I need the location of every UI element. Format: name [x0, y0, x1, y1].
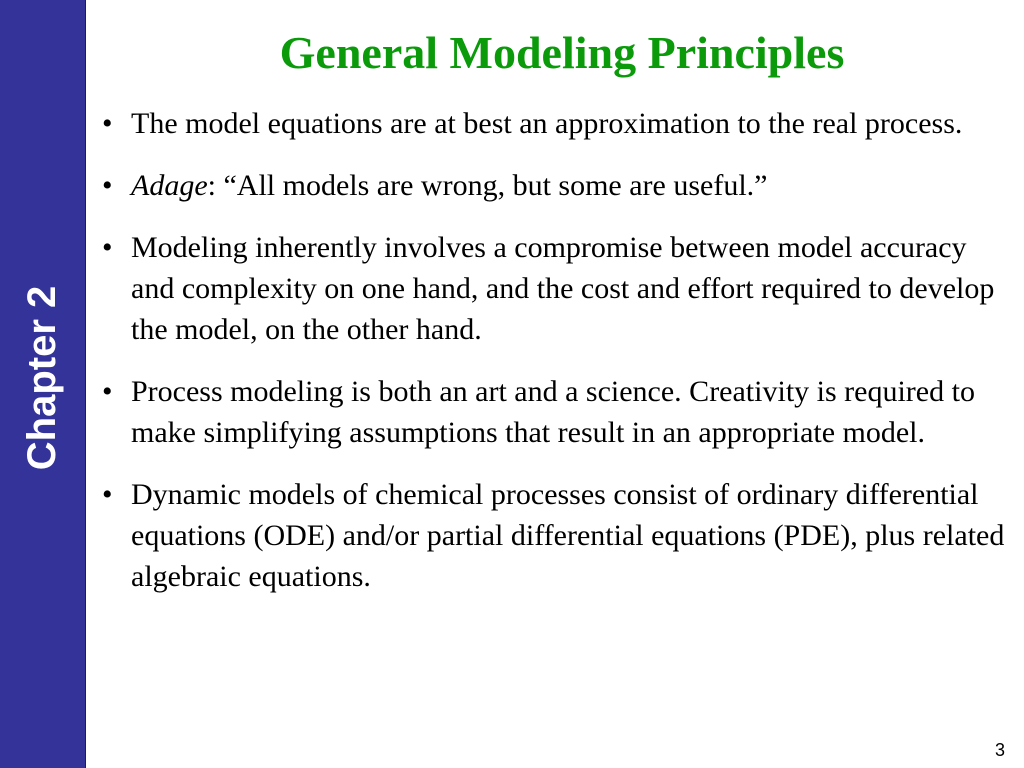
bullet-text: : “All models are wrong, but some are useful.”	[207, 169, 768, 202]
bullet-marker: •	[102, 375, 113, 408]
bullet-marker: •	[102, 231, 113, 264]
bullet-item	[100, 103, 1012, 144]
page-number: 3	[994, 740, 1005, 760]
bullet-text: The model equations are at best an approximation to the real process.	[131, 107, 963, 140]
bullet-text: Dynamic models of chemical processes consist of ordinary differential equations (ODE) and/or partial differential equations (PDE), plus related algebraic equations.	[131, 478, 1005, 593]
bullet-item	[100, 227, 1012, 350]
bullet-item	[100, 371, 1012, 453]
bullet-list	[100, 103, 1012, 618]
bullet-marker: •	[102, 107, 113, 140]
bullet-item	[100, 474, 1012, 597]
bullet-text: Process modeling is both an art and a science. Creativity is required to make simplifying assumptions that result in an appropriate model.	[131, 375, 975, 449]
bullet-marker: •	[102, 169, 113, 202]
bullet-term: Adage	[131, 169, 208, 202]
bullet-item	[100, 165, 1012, 206]
chapter-label: Chapter 2	[20, 285, 64, 471]
slide-title: General Modeling Principles	[279, 27, 845, 78]
chapter-sidebar	[0, 0, 86, 768]
bullet-text: Modeling inherently involves a compromise between model accuracy and complexity on one hand, and the cost and effort required to develop the model, on the other hand.	[131, 231, 995, 346]
bullet-marker: •	[102, 478, 113, 511]
